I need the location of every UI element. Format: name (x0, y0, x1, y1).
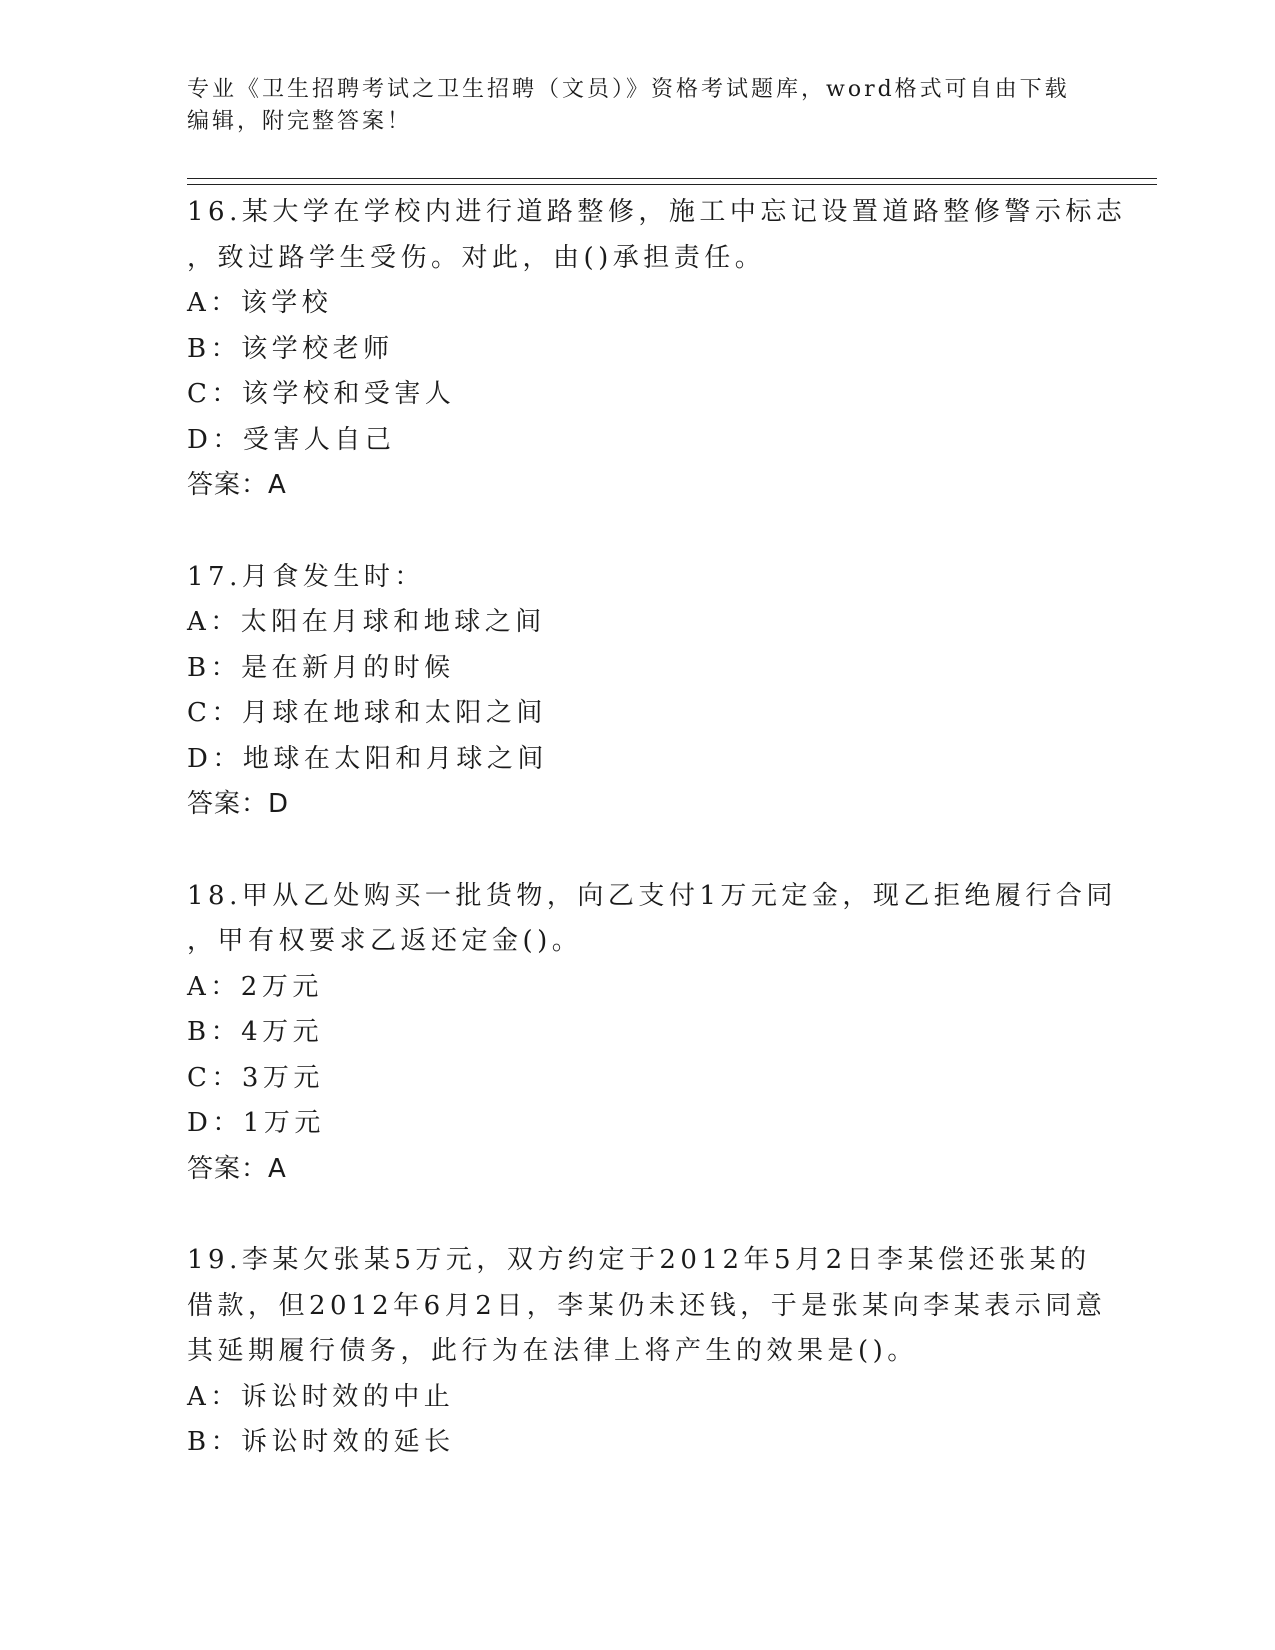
question-16 (187, 190, 1127, 509)
option-b: B：4万元 (187, 1017, 324, 1047)
answer-line: 答案：A (187, 470, 287, 500)
question-18 (187, 874, 1117, 1193)
option-b: B：是在新月的时候 (187, 652, 455, 683)
question-list (187, 190, 1127, 1512)
option-b: B：诉讼时效的延长 (187, 1427, 455, 1457)
option-d: D：地球在太阳和月球之间 (187, 743, 548, 774)
option-c: C：3万元 (187, 1062, 324, 1093)
option-a: A：诉讼时效的中止 (187, 1381, 455, 1412)
option-a: A：2万元 (187, 971, 323, 1002)
question-stem: 16.某大学在学校内进行道路整修，施工中忘记设置道路整修警示标志 (187, 197, 1127, 227)
option-c: C：月球在地球和太阳之间 (187, 698, 547, 728)
question-stem: ，致过路学生受伤。对此，由()承担责任。 (187, 242, 766, 273)
option-d: D：受害人自己 (187, 424, 396, 455)
question-17 (187, 555, 1087, 828)
header-divider (187, 184, 1157, 185)
question-stem: 借款，但2012年6月2日，李某仍未还钱，于是张某向李某表示同意 (187, 1290, 1107, 1321)
question-stem: ，甲有权要求乙返还定金()。 (187, 926, 583, 956)
option-c: C：该学校和受害人 (187, 379, 456, 409)
header-divider (187, 178, 1157, 179)
header-line: 编辑，附完整答案！ (187, 109, 413, 134)
question-stem: 其延期履行债务，此行为在法律上将产生的效果是()。 (187, 1336, 918, 1366)
question-stem: 17.月食发生时： (187, 561, 425, 592)
question-19 (187, 1238, 1107, 1466)
option-b: B：该学校老师 (187, 333, 394, 364)
option-a: A：该学校 (187, 288, 333, 318)
answer-line: 答案：A (187, 1153, 287, 1184)
question-stem: 19.李某欠张某5万元，双方约定于2012年5月2日李某偿还张某的 (187, 1245, 1091, 1275)
header-line: 专业《卫生招聘考试之卫生招聘（文员）》资格考试题库，word格式可自由下载 (187, 77, 1070, 102)
document-header (187, 74, 1070, 138)
option-d: D：1万元 (187, 1108, 325, 1138)
answer-line: 答案：D (187, 789, 290, 819)
question-stem: 18.甲从乙处购买一批货物，向乙支付1万元定金，现乙拒绝履行合同 (187, 880, 1117, 911)
option-a: A：太阳在月球和地球之间 (187, 607, 546, 637)
